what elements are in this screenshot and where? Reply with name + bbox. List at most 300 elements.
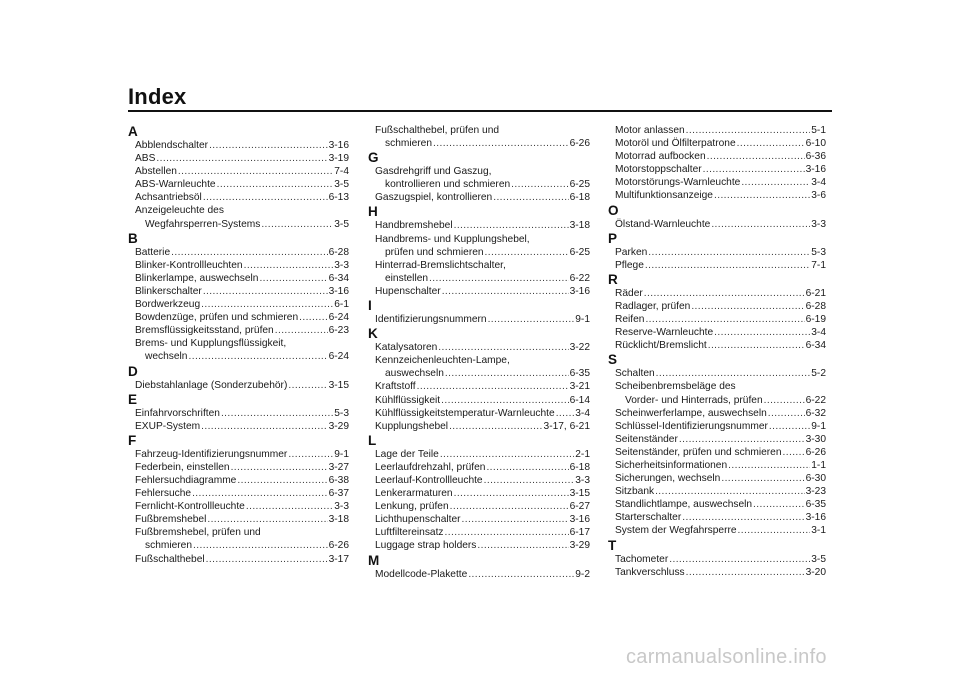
index-entry-label: Reifen [615, 314, 645, 326]
index-entry-label: Fernlicht-Kontrollleuchte [135, 501, 245, 513]
index-entry [128, 285, 349, 298]
index-entry [128, 178, 349, 191]
index-entry-page: 7-4 [334, 166, 349, 178]
index-letter-heading: T [608, 537, 617, 553]
index-entry-label: Modellcode-Plakette [375, 568, 468, 580]
index-entry [608, 446, 826, 459]
index-entry-page: 6-34 [328, 272, 349, 284]
index-entry-label: Luftfiltereinsatz [375, 527, 444, 539]
dot-leader [708, 339, 805, 352]
index-entry-page: 3-16 [805, 512, 826, 524]
index-entry-label: Batterie [135, 246, 171, 258]
index-entry [128, 272, 349, 285]
index-entry-page: 6-36 [805, 151, 826, 163]
index-entry [608, 326, 826, 339]
dot-leader [454, 219, 569, 232]
dot-leader [417, 380, 569, 393]
index-entry [608, 150, 826, 163]
index-entry [608, 218, 826, 231]
index-entry-label: Abstellen [135, 166, 177, 178]
index-entry-page: 6-37 [328, 488, 349, 500]
index-entry-label: Lenkung, prüfen [375, 501, 449, 513]
index-entry-page: 3-20 [805, 566, 826, 578]
index-entry-page: 6-22 [805, 394, 826, 406]
index-entry-page: 3-15 [328, 379, 349, 391]
index-entry-label: Lenkerarmaturen [375, 488, 453, 500]
index-entry-continuation [128, 218, 349, 231]
index-entry-label: ABS-Warnleuchte [135, 179, 216, 191]
index-entry-label: wechseln [145, 351, 188, 363]
index-entry-label: Motorrad aufbocken [615, 151, 706, 163]
dot-leader [644, 287, 805, 300]
index-entry-page: 3-3 [575, 474, 590, 486]
index-entry [128, 139, 349, 152]
dot-leader [449, 420, 542, 433]
index-entry [128, 324, 349, 337]
index-entry-page: 6-35 [569, 368, 590, 380]
index-entry-label: Fahrzeug-Identifizierungsnummer [135, 448, 288, 460]
index-entry-label: kontrollieren und schmieren [385, 179, 511, 191]
index-entry-label: Tankverschluss [615, 566, 685, 578]
index-entry-continuation [368, 137, 590, 150]
index-entry [128, 379, 349, 392]
index-entry-label: Kupplungshebel [375, 420, 449, 432]
index-entry [128, 407, 349, 420]
index-entry-page: 6-28 [805, 300, 826, 312]
index-column-3 [608, 124, 826, 579]
index-entry [128, 500, 349, 513]
index-entry [608, 553, 826, 566]
index-entry [368, 526, 590, 539]
dot-leader [438, 341, 568, 354]
dot-leader [246, 500, 333, 513]
index-entry-page: 6-18 [569, 192, 590, 204]
dot-leader [244, 259, 334, 272]
index-entry-label: Handbrems- und Kupplungshebel, [375, 233, 530, 245]
index-entry-label: Parken [615, 246, 648, 258]
index-entry-page: 6-19 [805, 314, 826, 326]
index-entry [608, 124, 826, 137]
index-entry-page: 7-1 [811, 259, 826, 271]
index-entry-label: Anzeigeleuchte des [135, 205, 224, 217]
index-entry-label: Bremsflüssigkeitsstand, prüfen [135, 325, 274, 337]
index-entry-label: Fußschalthebel [135, 553, 205, 565]
index-entry-label: Diebstahlanlage (Sonderzubehör) [135, 379, 288, 391]
index-entry-page: 3-5 [811, 553, 826, 565]
index-entry-label: Kühlflüssigkeit [375, 394, 441, 406]
index-entry [608, 339, 826, 352]
index-column-2 [368, 124, 590, 581]
index-entry [368, 407, 590, 420]
dot-leader [703, 163, 805, 176]
index-entry [128, 152, 349, 165]
index-entry-label: prüfen und schmieren [385, 246, 484, 258]
index-letter-heading: I [368, 298, 372, 314]
index-entry [608, 163, 826, 176]
index-entry-label: Ölstand-Warnleuchte [615, 218, 711, 230]
dot-leader [486, 461, 568, 474]
index-entry-page: 3-18 [569, 220, 590, 232]
index-entry-label: Motoröl und Ölfilterpatrone [615, 138, 736, 150]
index-entry-continuation [128, 350, 349, 363]
index-entry-page: 3-16 [805, 164, 826, 176]
index-entry-page: 6-26 [328, 540, 349, 552]
index-entry-label: Gaszugspiel, kontrollieren [375, 192, 493, 204]
dot-leader [648, 246, 810, 259]
index-entry-label: Starterschalter [615, 512, 682, 524]
index-entry [608, 259, 826, 272]
index-entry-page: 3-23 [805, 486, 826, 498]
index-entry-page: 3-1 [811, 525, 826, 537]
index-letter-heading: R [608, 271, 618, 287]
dot-leader [442, 285, 569, 298]
dot-leader [477, 539, 568, 552]
index-entry [608, 566, 826, 579]
index-entry-continuation [128, 539, 349, 552]
index-entry [608, 433, 826, 446]
index-entry-label: einstellen [385, 272, 429, 284]
dot-leader [656, 367, 811, 380]
index-entry-label: Seitenständer, prüfen und schmieren [615, 446, 782, 458]
index-entry-label: schmieren [145, 540, 192, 552]
dot-leader [714, 326, 810, 339]
dot-leader [201, 420, 328, 433]
index-letter-heading: F [128, 432, 137, 448]
index-entry [608, 407, 826, 420]
index-entry-page: 6-25 [569, 179, 590, 191]
index-entry [128, 553, 349, 566]
index-entry-label: System der Wegfahrsperre [615, 525, 737, 537]
dot-leader [764, 394, 805, 407]
index-entry-page: 6-1 [334, 299, 349, 311]
index-entry-page: 3-16 [328, 285, 349, 297]
index-entry-label: Bordwerkzeug [135, 299, 201, 311]
index-entry-label: Pflege [615, 259, 644, 271]
dot-leader [686, 566, 805, 579]
index-entry [128, 246, 349, 259]
index-entry [368, 233, 590, 246]
index-entry-page: 9-1 [575, 314, 590, 326]
index-entry [128, 298, 349, 311]
index-entry-label: Brems- und Kupplungsflüssigkeit, [135, 338, 287, 350]
index-letter-heading: H [368, 204, 378, 220]
index-entry [368, 487, 590, 500]
index-entry [608, 380, 826, 393]
index-letter-heading: K [368, 326, 378, 342]
index-entry-page: 3-15 [569, 488, 590, 500]
dot-leader [445, 526, 569, 539]
index-entry [368, 539, 590, 552]
dot-leader [450, 500, 569, 513]
index-letter-heading: G [368, 150, 379, 166]
index-entry [608, 459, 826, 472]
title-rule [128, 110, 832, 112]
index-entry-label: Fußbremshebel [135, 514, 207, 526]
index-entry-page: 9-1 [811, 420, 826, 432]
dot-leader [556, 407, 575, 420]
dot-leader [468, 568, 574, 581]
index-entry-page: 6-13 [328, 192, 349, 204]
index-letter-heading: S [608, 352, 618, 368]
index-entry-page: 6-24 [328, 312, 349, 324]
index-entry-page: 3-3 [811, 218, 826, 230]
index-entry-label: Standlichtlampe, auswechseln [615, 499, 753, 511]
index-entry-page: 6-34 [805, 340, 826, 352]
index-letter-heading: E [128, 391, 138, 407]
dot-leader [188, 350, 327, 363]
dot-leader [655, 485, 805, 498]
index-entry [128, 259, 349, 272]
index-entry-label: Abblendschalter [135, 140, 209, 151]
index-entry-page: 3-19 [328, 153, 349, 165]
dot-leader [783, 446, 805, 459]
index-entry-page: 3-5 [334, 179, 349, 191]
index-entry-label: schmieren [385, 138, 432, 150]
index-entry-continuation [368, 246, 590, 259]
index-entry-page: 9-2 [575, 568, 590, 580]
index-entry-label: Lage der Teile [375, 448, 439, 460]
index-entry-label: Bowdenzüge, prüfen und schmieren [135, 312, 299, 324]
index-entry [368, 124, 590, 137]
index-letter-heading: M [368, 552, 380, 568]
dot-leader [259, 272, 327, 285]
index-entry-page: 3-3 [334, 501, 349, 513]
index-entry [368, 259, 590, 272]
index-entry-page: 6-17 [569, 527, 590, 539]
index-entry [608, 300, 826, 313]
dot-leader [737, 137, 805, 150]
index-entry [128, 487, 349, 500]
index-entry [608, 367, 826, 380]
index-entry-page: 6-30 [805, 473, 826, 485]
index-entry-page: 3-21 [569, 381, 590, 393]
index-entry [608, 137, 826, 150]
index-entry [608, 313, 826, 326]
index-entry [608, 498, 826, 511]
index-entry [368, 341, 590, 354]
index-entry-page: 6-28 [328, 246, 349, 258]
index-entry-page: 9-1 [334, 448, 349, 460]
index-entry-continuation [368, 272, 590, 285]
index-entry-label: Motorstoppschalter [615, 164, 702, 176]
index-entry-label: Leerlaufdrehzahl, prüfen [375, 461, 486, 473]
index-entry [128, 513, 349, 526]
index-entry-page: 3-17, 6-21 [543, 420, 590, 432]
index-entry [128, 165, 349, 178]
index-entry-page: 3-16 [328, 140, 349, 151]
index-entry-page: 3-29 [328, 420, 349, 432]
index-entry [368, 500, 590, 513]
index-entry [128, 191, 349, 204]
index-entry-page: 6-27 [569, 501, 590, 513]
index-entry-page: 3-30 [805, 433, 826, 445]
index-entry [128, 420, 349, 433]
dot-leader [433, 137, 569, 150]
index-entry-label: ABS [135, 153, 156, 165]
index-entry [608, 189, 826, 202]
dot-leader [288, 448, 333, 461]
index-entry-continuation [608, 394, 826, 407]
index-entry-label: Seitenständer [615, 433, 678, 445]
index-entry [128, 461, 349, 474]
dot-leader [768, 407, 805, 420]
dot-leader [769, 420, 810, 433]
index-entry-page: 5-2 [811, 368, 826, 380]
index-entry [128, 204, 349, 217]
dot-leader [203, 191, 328, 204]
index-entry-label: Blinker-Kontrollleuchten [135, 259, 243, 271]
index-entry-page: 3-18 [328, 514, 349, 526]
index-entry [368, 219, 590, 232]
dot-leader [288, 379, 327, 392]
index-entry-page: 6-38 [328, 474, 349, 486]
dot-leader [231, 461, 328, 474]
index-entry-label: Federbein, einstellen [135, 461, 230, 473]
index-entry-label: EXUP-System [135, 420, 201, 432]
index-entry [608, 246, 826, 259]
index-column-1 [128, 124, 349, 566]
index-entry-label: Fußschalthebel, prüfen und [375, 125, 500, 136]
index-entry-page: 6-24 [328, 351, 349, 363]
index-entry-label: Scheibenbremsbeläge des [615, 381, 736, 393]
index-entry [368, 394, 590, 407]
dot-leader [669, 553, 810, 566]
index-entry-page: 3-16 [569, 514, 590, 526]
dot-leader [203, 285, 328, 298]
index-entry-page: 3-4 [811, 177, 826, 189]
dot-leader [261, 218, 333, 231]
index-letter-heading: P [608, 230, 618, 246]
index-entry [368, 420, 590, 433]
dot-leader [711, 218, 810, 231]
dot-leader [193, 539, 328, 552]
index-entry-page: 6-25 [569, 246, 590, 258]
index-entry-label: Lichthupenschalter [375, 514, 461, 526]
index-entry [368, 568, 590, 581]
index-entry-label: Tachometer [615, 553, 669, 565]
dot-leader [440, 448, 574, 461]
dot-leader [221, 407, 333, 420]
index-entry-label: Luggage strap holders [375, 540, 477, 552]
index-entry-label: Motorstörungs-Warnleuchte [615, 177, 741, 189]
index-entry [128, 448, 349, 461]
index-entry-page: 6-21 [805, 287, 826, 299]
dot-leader [299, 311, 328, 324]
index-entry-label: Sicherungen, wechseln [615, 473, 721, 485]
dot-leader [707, 150, 805, 163]
index-letter-heading: L [368, 432, 377, 448]
index-entry-page: 2-1 [575, 448, 590, 460]
index-entry [128, 337, 349, 350]
index-entry-page: 3-29 [569, 540, 590, 552]
index-entry [608, 176, 826, 189]
index-entry-label: Reserve-Warnleuchte [615, 327, 714, 339]
index-entry [608, 511, 826, 524]
dot-leader [738, 524, 811, 537]
index-entry-label: Gasdrehgriff und Gaszug, [375, 166, 492, 178]
dot-leader [275, 324, 328, 337]
index-entry-page: 6-18 [569, 461, 590, 473]
dot-leader [217, 178, 334, 191]
index-entry-page: 6-35 [805, 499, 826, 511]
dot-leader [741, 176, 810, 189]
index-entry-page: 3-16 [569, 285, 590, 297]
dot-leader [691, 300, 804, 313]
index-entry-continuation [368, 178, 590, 191]
index-entry [128, 474, 349, 487]
dot-leader [206, 553, 328, 566]
index-entry-page: 5-1 [811, 125, 826, 136]
index-entry-label: Leerlauf-Kontrollleuchte [375, 474, 483, 486]
index-entry-label: Motor anlassen [615, 125, 685, 136]
index-entry [368, 165, 590, 178]
index-entry [368, 474, 590, 487]
index-entry-page: 6-14 [569, 394, 590, 406]
index-entry-page: 1-1 [811, 459, 826, 471]
index-entry [608, 287, 826, 300]
index-entry [368, 448, 590, 461]
index-entry [368, 513, 590, 526]
index-entry-label: Räder [615, 287, 643, 299]
index-entry-label: Kennzeichenleuchten-Lampe, [375, 355, 510, 367]
index-letter-heading: B [128, 230, 138, 246]
index-entry-label: Rücklicht/Bremslicht [615, 340, 707, 352]
dot-leader [171, 246, 328, 259]
dot-leader [209, 139, 328, 152]
index-entry-label: Schlüssel-Identifizierungsnummer [615, 420, 768, 432]
dot-leader [462, 513, 569, 526]
dot-leader [445, 367, 569, 380]
index-entry [128, 526, 349, 539]
index-entry [368, 354, 590, 367]
index-entry-label: Achsantriebsöl [135, 192, 202, 204]
index-entry-continuation [368, 367, 590, 380]
dot-leader [753, 498, 805, 511]
index-entry [368, 380, 590, 393]
dot-leader [192, 487, 328, 500]
index-letter-heading: D [128, 363, 138, 379]
dot-leader [156, 152, 327, 165]
dot-leader [207, 513, 327, 526]
index-entry-label: Fehlersuche [135, 488, 192, 500]
index-entry-label: Einfahrvorschriften [135, 407, 220, 419]
index-entry-label: Fußbremshebel, prüfen und [135, 527, 261, 539]
index-entry-label: Kraftstoff [375, 381, 416, 393]
index-entry-label: Vorder- und Hinterrads, prüfen [625, 394, 763, 406]
dot-leader [714, 189, 810, 202]
index-letter-heading: O [608, 202, 619, 218]
index-entry-label: Multifunktionsanzeige [615, 190, 713, 202]
dot-leader [488, 313, 575, 326]
index-entry-label: Katalysatoren [375, 342, 438, 354]
index-entry-label: Sitzbank [615, 486, 655, 498]
index-entry-page: 6-32 [805, 407, 826, 419]
index-entry-page: 3-3 [334, 259, 349, 271]
dot-leader [178, 165, 333, 178]
index-entry-label: Blinkerlampe, auswechseln [135, 272, 259, 284]
index-entry [608, 420, 826, 433]
index-entry-page: 6-26 [805, 446, 826, 458]
index-entry-label: Schalten [615, 368, 655, 380]
index-entry-page: 3-4 [811, 327, 826, 339]
index-entry-label: auswechseln [385, 368, 444, 380]
index-entry-label: Radlager, prüfen [615, 300, 691, 312]
dot-leader [493, 191, 568, 204]
index-entry-label: Scheinwerferlampe, auswechseln [615, 407, 767, 419]
index-entry [608, 485, 826, 498]
dot-leader [484, 474, 575, 487]
index-entry [368, 461, 590, 474]
